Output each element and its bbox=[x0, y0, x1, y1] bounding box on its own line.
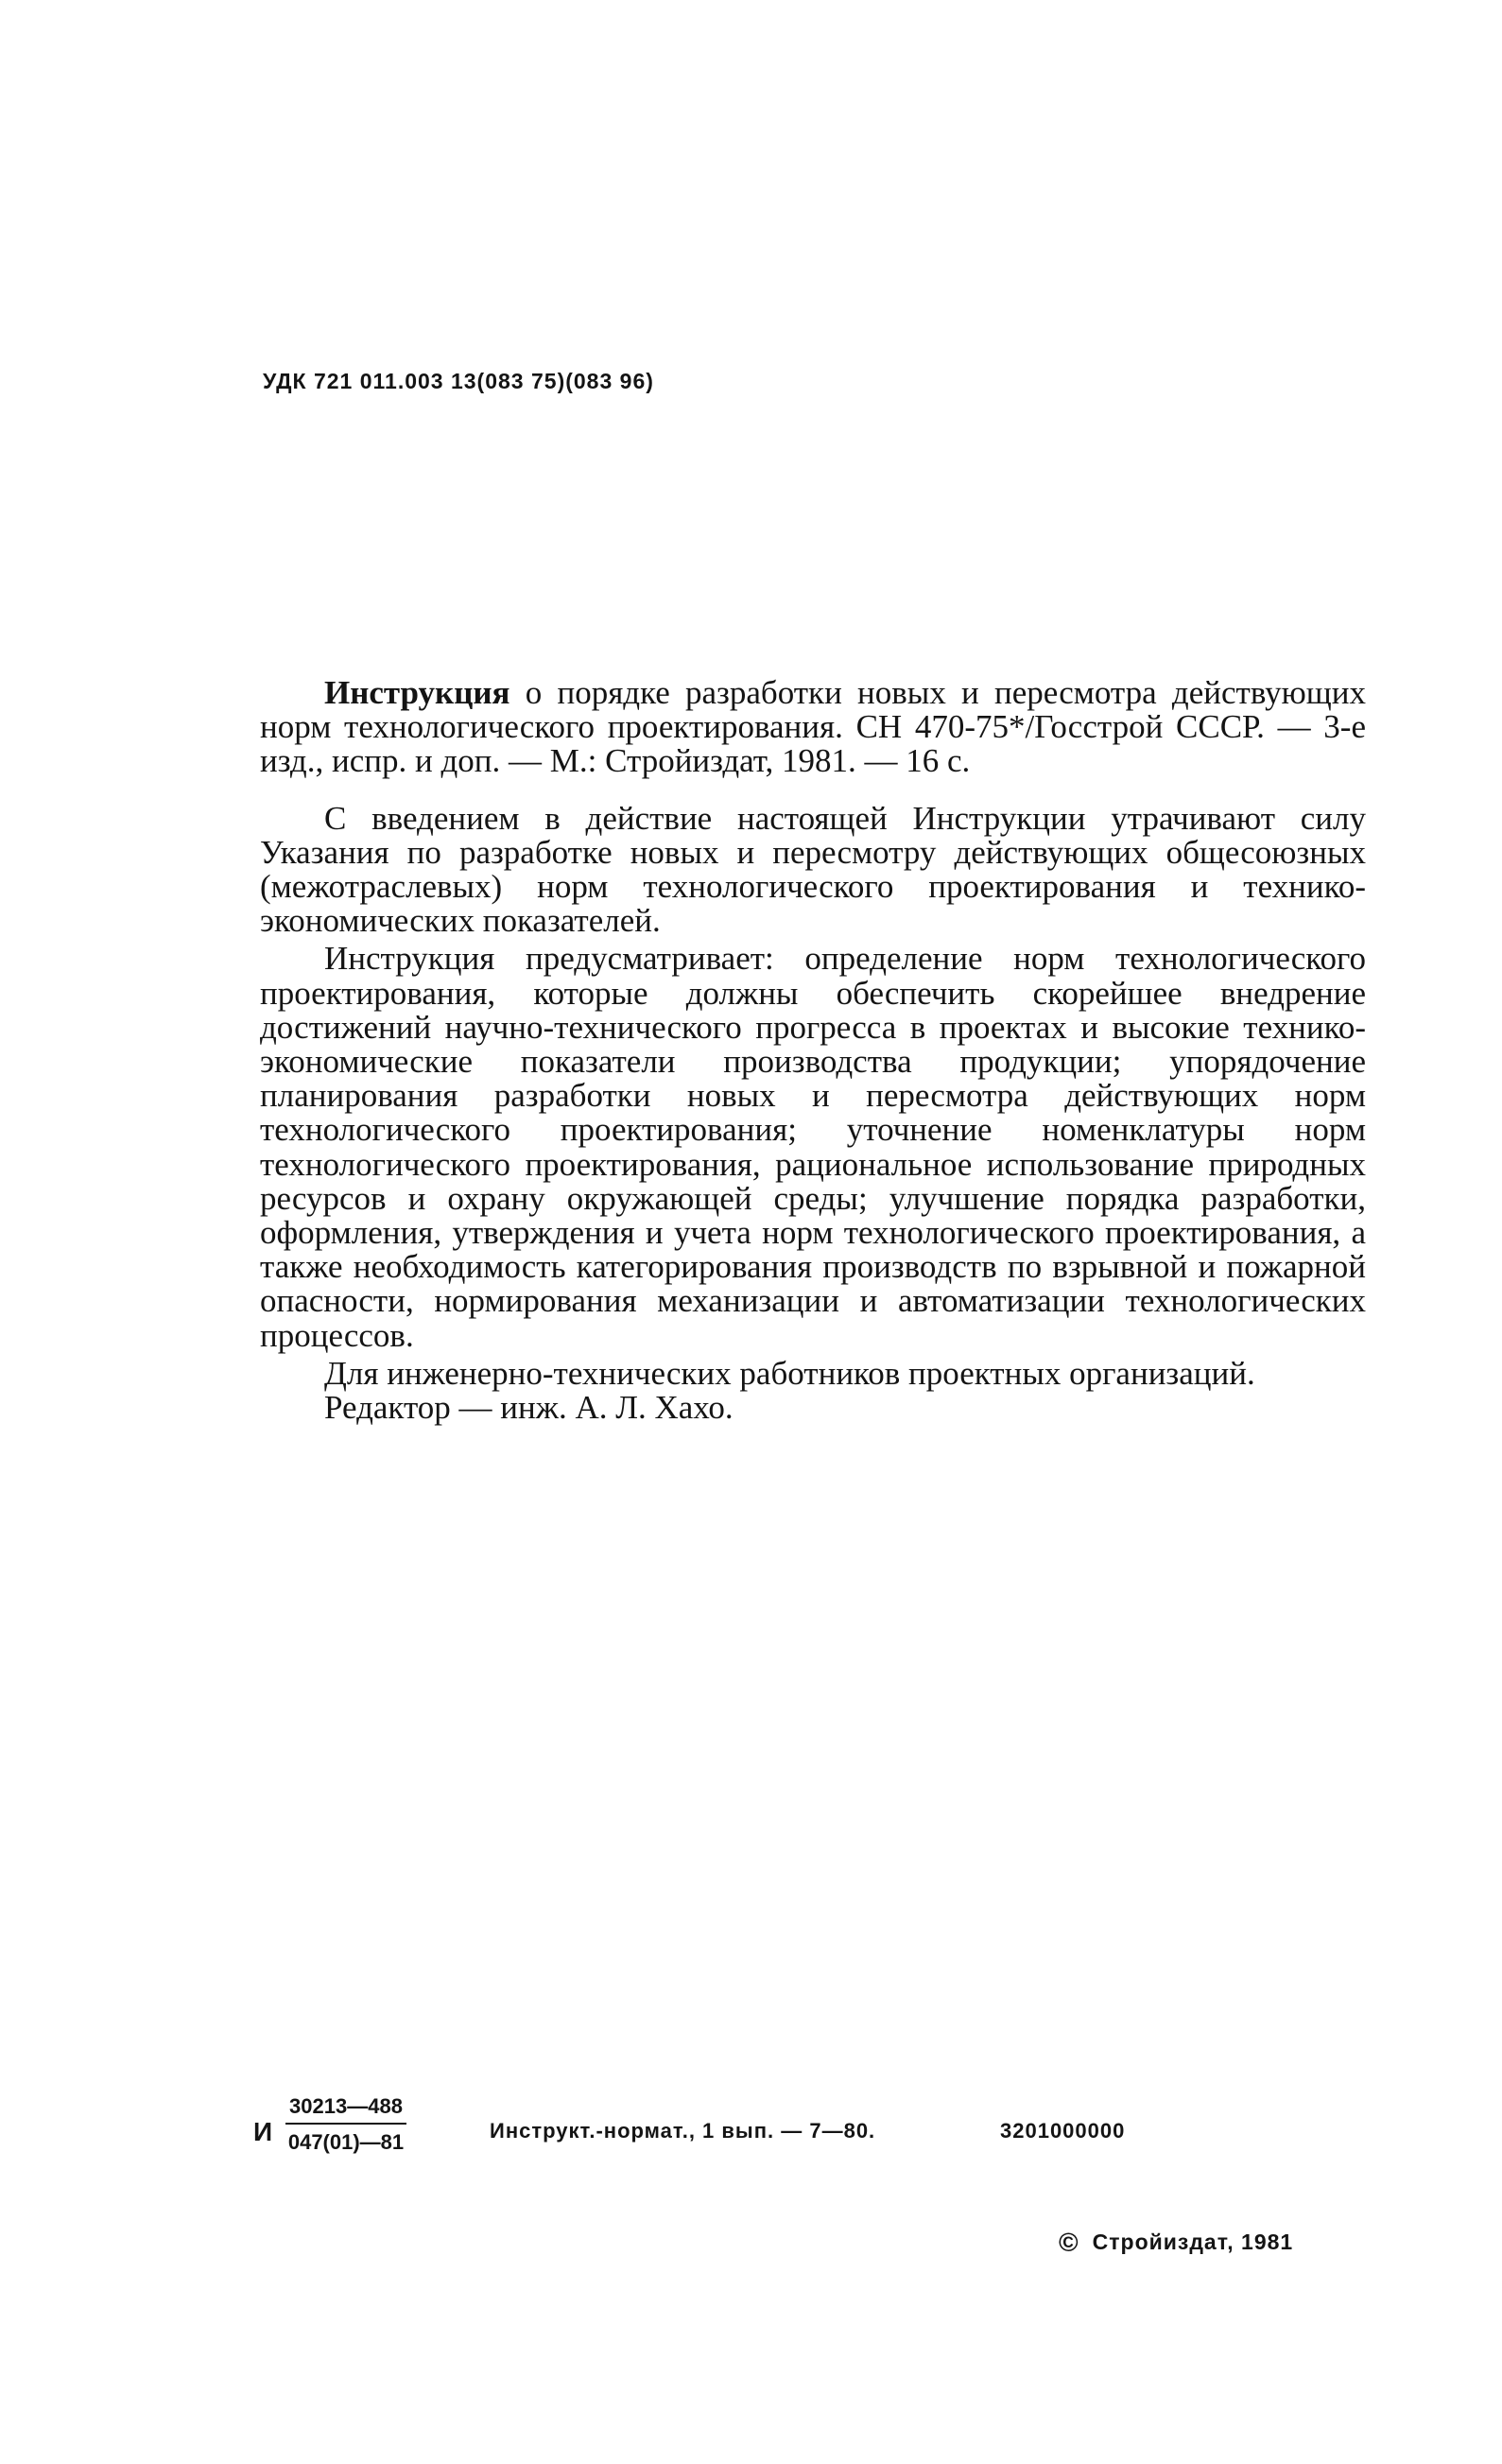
citation-lead-word: Инструкция bbox=[324, 674, 510, 711]
index-denominator: 047(01)—81 bbox=[287, 2130, 405, 2154]
index-fraction bbox=[285, 2094, 406, 2155]
editor-line: Редактор — инж. А. Л. Хахо. bbox=[324, 1389, 734, 1427]
copyright-line bbox=[1059, 2228, 1293, 2258]
annotation-block bbox=[260, 676, 1366, 1425]
audience-note: Для инженерно-технических работников проектных организаций. bbox=[324, 1354, 1255, 1392]
annotation-paragraph-1: С введением в действие настоящей Инструкции утрачивают силу Указания по разработке новых и пересмотру действующих общесоюзных (межотраслевых) норм технологического проектирования и технико-экономических показателей. bbox=[260, 799, 1366, 940]
citation-text: о порядке разработки новых и пересмотра действующих норм технологического проектирования. СН 470-75*/Госстрой СССР. — 3-е изд., испр. и доп. — М.: Стройиздат, 1981. — 16 с. bbox=[260, 674, 1366, 780]
index-letter: И bbox=[253, 2117, 273, 2146]
annotation-paragraph-2: Инструкция предусматривает: определение норм технологического проектирования, которые должны обеспечить скорейшее внедрение достижений научно-технического прогресса в проектах и высокие технико-экономические показатели производства продукции; упорядочение планирования разработки новых и пересмотра действующих норм технологического проектирования; уточнение номенклатуры норм технологического проектирования, рациональное использование природных ресурсов и охрану окружающей среды; улучшение порядка разработки, оформления, утверждения и учета норм технологического проектирования, а также необходимость категорирования производств по взрывной и пожарной опасности, нормирования механизации и автоматизации технологических процессов. bbox=[260, 940, 1366, 1354]
index-numerator: 30213—488 bbox=[289, 2094, 403, 2118]
bibliographic-citation bbox=[260, 676, 1366, 779]
catalog-code: 3201000000 bbox=[1000, 2119, 1126, 2143]
series-note: Инструкт.-нормат., 1 вып. — 7—80. bbox=[490, 2119, 876, 2143]
copyright-text: Стройиздат, 1981 bbox=[1092, 2230, 1294, 2254]
copyright-icon: © bbox=[1059, 2228, 1079, 2257]
udk-classification: УДК 721 011.003 13(083 75)(083 96) bbox=[263, 369, 654, 393]
